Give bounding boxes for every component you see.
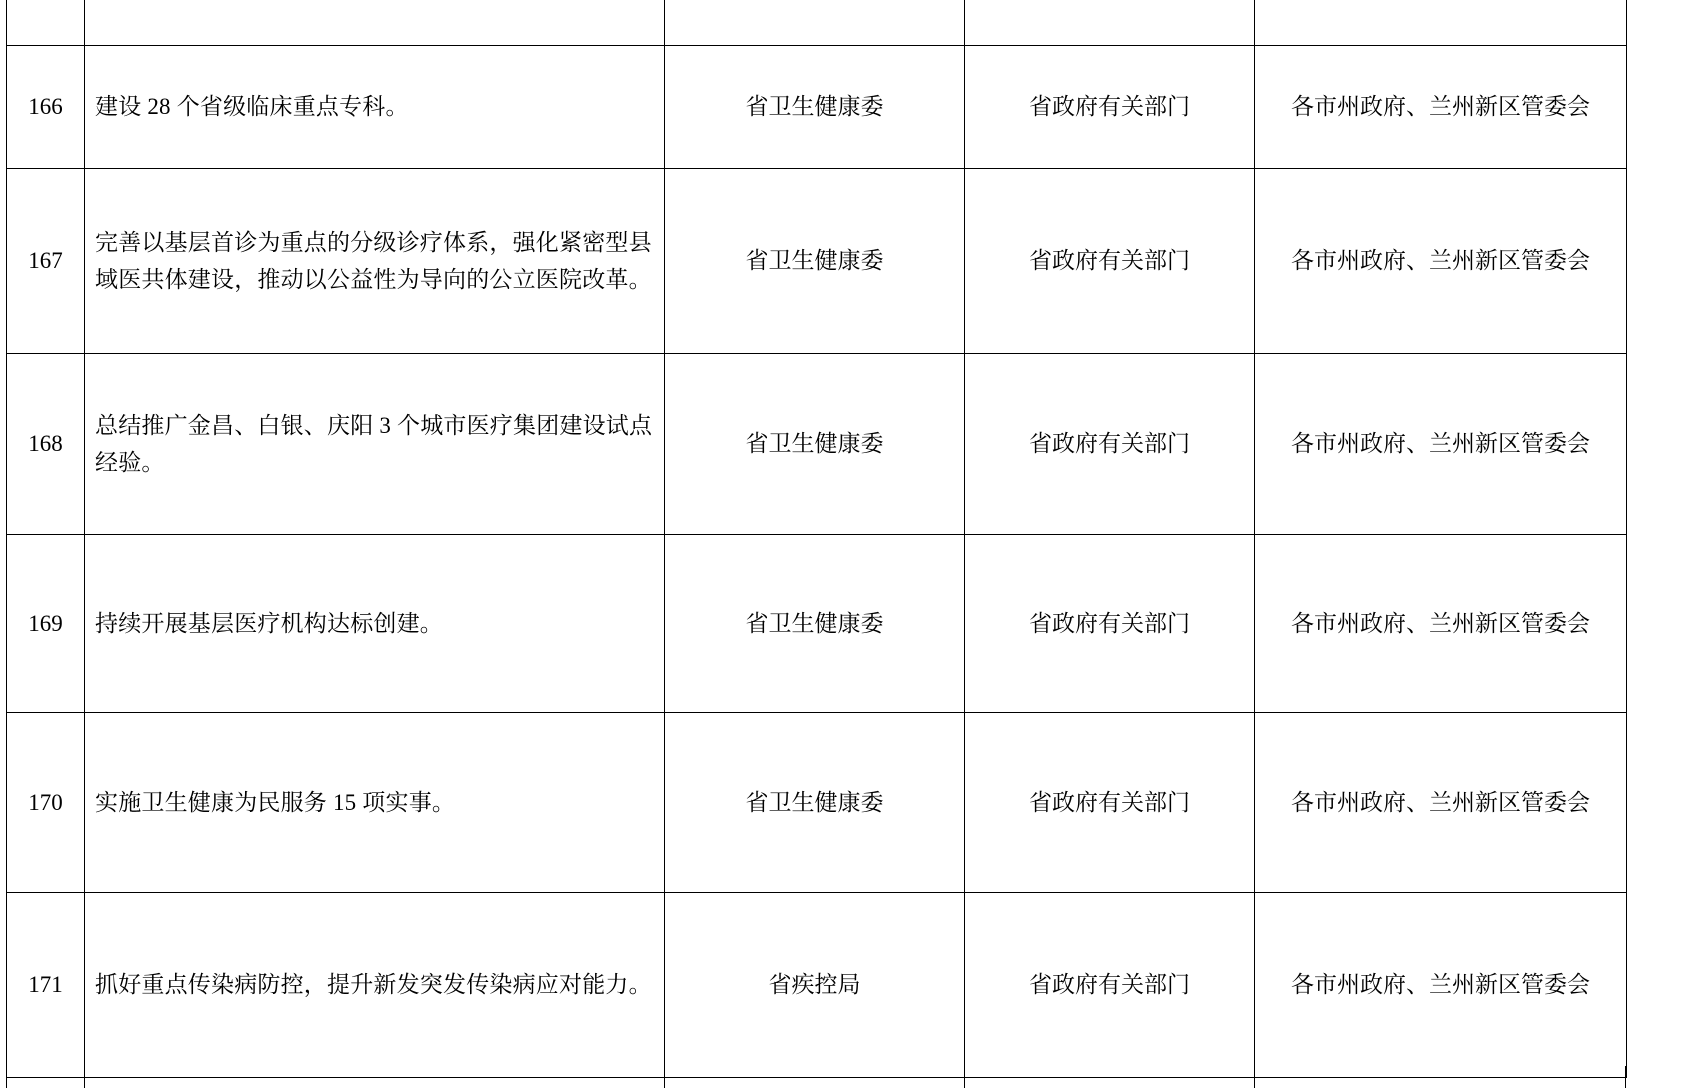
cell-row-number: 168: [7, 354, 85, 535]
cell-lead-unit: 省疾控局: [665, 893, 965, 1078]
cell-task-text: 实施卫生健康为民服务 15 项实事。: [85, 713, 665, 893]
table-row: [7, 169, 1627, 354]
cell-lead-unit: 省卫生健康委: [665, 535, 965, 713]
cell-partial-lead: [665, 0, 965, 46]
task-table: [6, 0, 1627, 1078]
cell-partial-coop: [965, 0, 1255, 46]
cell-row-number: 166: [7, 46, 85, 169]
table-row: [7, 893, 1627, 1078]
cell-task-text: 抓好重点传染病防控，提升新发突发传染病应对能力。: [85, 893, 665, 1078]
table-row: [7, 713, 1627, 893]
table-row: [7, 354, 1627, 535]
table-row: [7, 46, 1627, 169]
cell-cooperating-unit: 省政府有关部门: [965, 535, 1255, 713]
cell-task-text: 持续开展基层医疗机构达标创建。: [85, 535, 665, 713]
cell-row-number: 167: [7, 169, 85, 354]
cell-row-number: 170: [7, 713, 85, 893]
cell-local-unit: 各市州政府、兰州新区管委会: [1255, 893, 1627, 1078]
cell-lead-unit: 省卫生健康委: [665, 46, 965, 169]
cell-local-unit: 各市州政府、兰州新区管委会: [1255, 535, 1627, 713]
cell-task-text: 建设 28 个省级临床重点专科。: [85, 46, 665, 169]
column-divider: [664, 1066, 665, 1088]
column-divider: [964, 1066, 965, 1088]
cell-task-text: 总结推广金昌、白银、庆阳 3 个城市医疗集团建设试点经验。: [85, 354, 665, 535]
cell-partial-task: [85, 0, 665, 46]
column-divider: [1254, 1066, 1255, 1088]
table-row: [7, 535, 1627, 713]
cell-cooperating-unit: 省政府有关部门: [965, 713, 1255, 893]
cell-local-unit: 各市州政府、兰州新区管委会: [1255, 713, 1627, 893]
cell-cooperating-unit: 省政府有关部门: [965, 46, 1255, 169]
cell-cooperating-unit: 省政府有关部门: [965, 893, 1255, 1078]
cell-cooperating-unit: 省政府有关部门: [965, 354, 1255, 535]
cell-cooperating-unit: 省政府有关部门: [965, 169, 1255, 354]
cell-local-unit: 各市州政府、兰州新区管委会: [1255, 169, 1627, 354]
cell-lead-unit: 省卫生健康委: [665, 713, 965, 893]
column-divider: [84, 1066, 85, 1088]
cell-partial-num: [7, 0, 85, 46]
cell-row-number: 169: [7, 535, 85, 713]
table-row-partial-top: [7, 0, 1627, 46]
cell-lead-unit: 省卫生健康委: [665, 169, 965, 354]
cell-partial-local: [1255, 0, 1627, 46]
cell-local-unit: 各市州政府、兰州新区管委会: [1255, 46, 1627, 169]
table-row-partial-bottom: [6, 1066, 1626, 1088]
cell-lead-unit: 省卫生健康委: [665, 354, 965, 535]
cell-row-number: 171: [7, 893, 85, 1078]
cell-local-unit: 各市州政府、兰州新区管委会: [1255, 354, 1627, 535]
cell-task-text: 完善以基层首诊为重点的分级诊疗体系，强化紧密型县域医共体建设，推动以公益性为导向的公立医院改革。: [85, 169, 665, 354]
